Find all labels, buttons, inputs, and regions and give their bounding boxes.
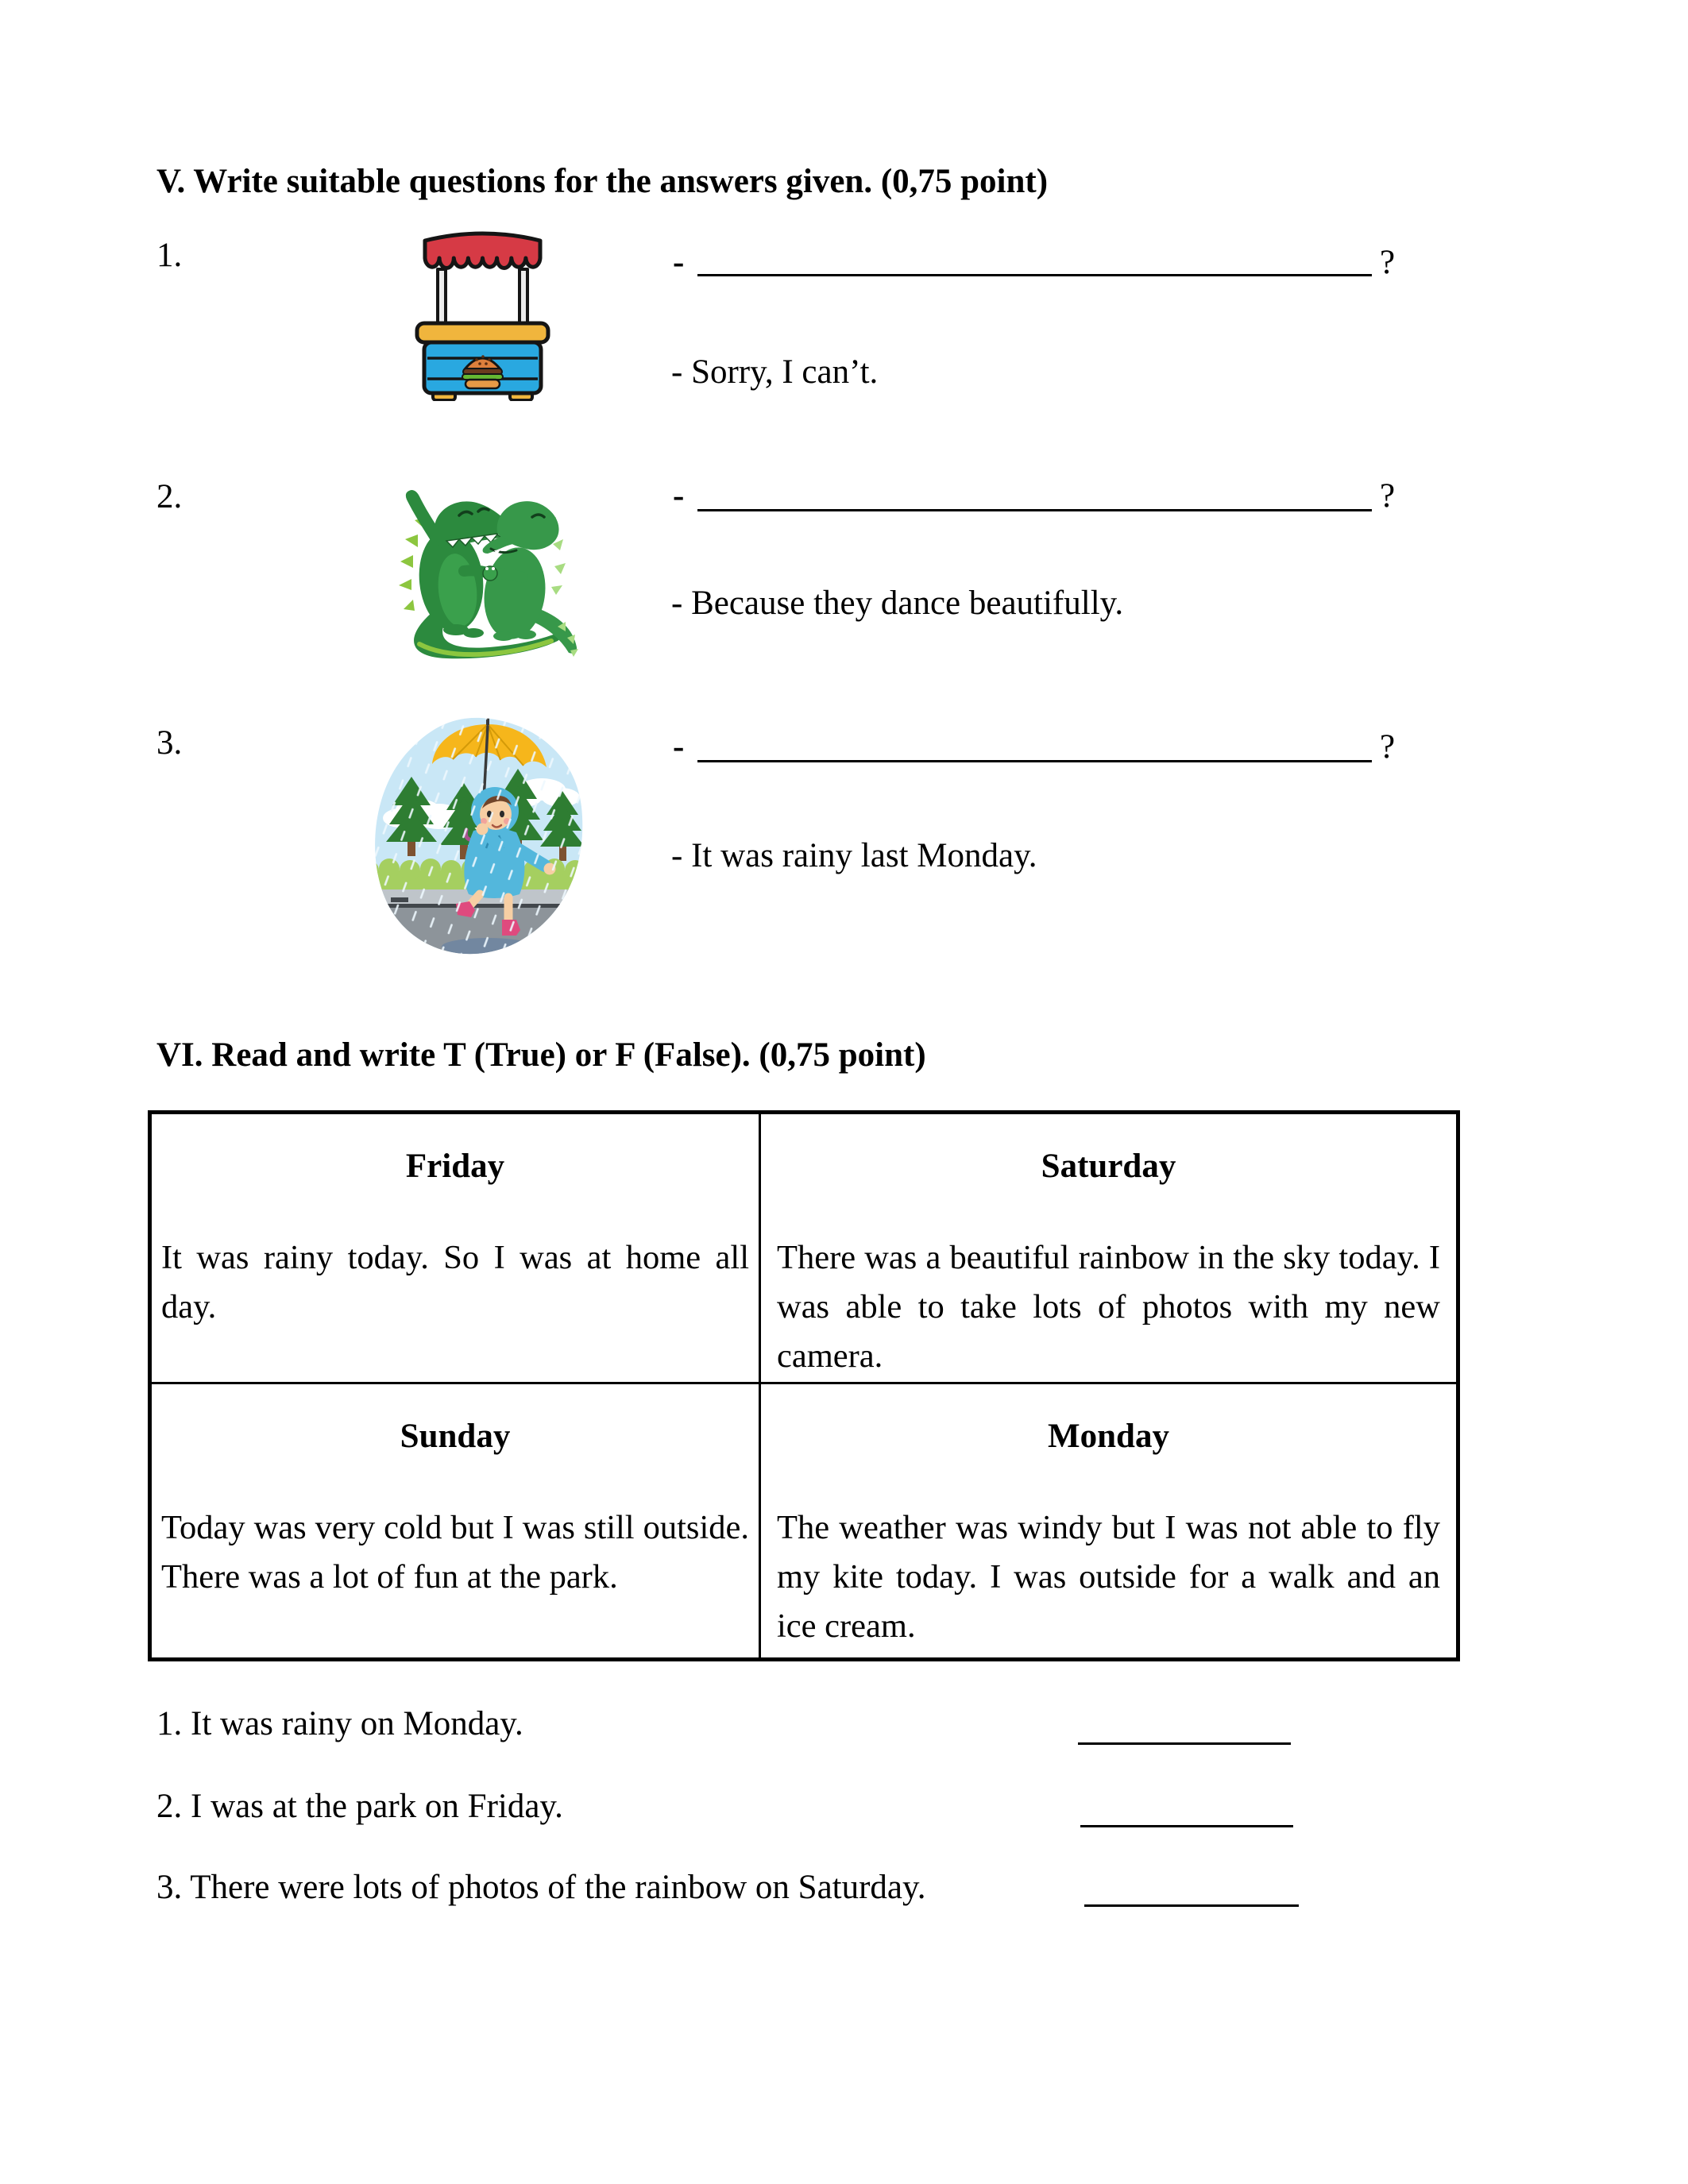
item-1-answer-line[interactable] — [697, 274, 1372, 276]
item-1-answer-text: - Sorry, I can’t. — [671, 353, 879, 391]
burger-bottom-bun — [465, 380, 500, 388]
statement-3-answer-blank[interactable] — [1084, 1904, 1299, 1907]
item-1-dash: - — [673, 244, 685, 281]
item-2-question-mark: ? — [1380, 477, 1396, 515]
item-2-answer-line[interactable] — [697, 509, 1372, 511]
section-vi-title: VI. Read and write T (True) or F (False). (0,75 point) — [156, 1036, 926, 1074]
item-3-question-mark: ? — [1380, 728, 1396, 766]
stand-pole-right — [520, 269, 527, 328]
statement-1: 1. It was rainy on Monday. — [156, 1705, 523, 1742]
right-croc-body — [478, 543, 550, 642]
croc-clasped-hands — [483, 566, 497, 581]
item-2-answer-text: - Because they dance beautifully. — [671, 585, 1124, 622]
weather-diary-table — [148, 1110, 1460, 1661]
item-1-question-mark: ? — [1380, 244, 1396, 281]
dancing-crocodiles-image — [370, 457, 585, 669]
item-2-number: 2. — [156, 478, 183, 515]
statement-1-answer-blank[interactable] — [1078, 1742, 1291, 1745]
child-walking-in-rain-image — [362, 713, 593, 963]
item-2-dash: - — [673, 477, 685, 515]
diary-text-sunday: Today was very cold but I was still outside. There was a lot of fun at the park. — [161, 1509, 749, 1596]
statement-2: 2. I was at the park on Friday. — [156, 1788, 563, 1825]
day-header-monday: Monday — [1048, 1418, 1169, 1455]
day-header-friday: Friday — [405, 1148, 505, 1185]
table-cell-monday — [761, 1384, 1456, 1657]
stand-counter — [417, 323, 548, 342]
item-3-number: 3. — [156, 724, 183, 762]
table-cell-friday — [152, 1114, 761, 1384]
statement-3: 3. There were lots of photos of the rainbow on Saturday. — [156, 1869, 926, 1906]
day-header-saturday: Saturday — [1041, 1148, 1176, 1185]
diary-text-monday: The weather was windy but I was not able to fly my kite today. I was outside for a walk and an ice cream. — [777, 1509, 1440, 1645]
section-v-title: V. Write suitable questions for the answers given. (0,75 point) — [156, 163, 1049, 200]
statement-2-answer-blank[interactable] — [1080, 1825, 1293, 1827]
item-3-dash: - — [673, 728, 685, 766]
item-3-answer-line[interactable] — [697, 760, 1372, 762]
diary-text-friday: It was rainy today. So I was at home all day. — [161, 1239, 749, 1325]
item-3-answer-text: - It was rainy last Monday. — [671, 837, 1037, 874]
table-cell-saturday — [761, 1114, 1456, 1384]
burger-stand-image — [401, 225, 564, 401]
rain-streaks — [362, 713, 593, 963]
diary-text-saturday: There was a beautiful rainbow in the sky today. I was able to take lots of photos with my new camera. — [777, 1239, 1440, 1375]
item-1-number: 1. — [156, 237, 183, 274]
table-cell-sunday — [152, 1384, 761, 1657]
stand-pole-left — [438, 269, 446, 328]
stand-awning — [425, 233, 540, 268]
day-header-sunday: Sunday — [400, 1418, 511, 1455]
